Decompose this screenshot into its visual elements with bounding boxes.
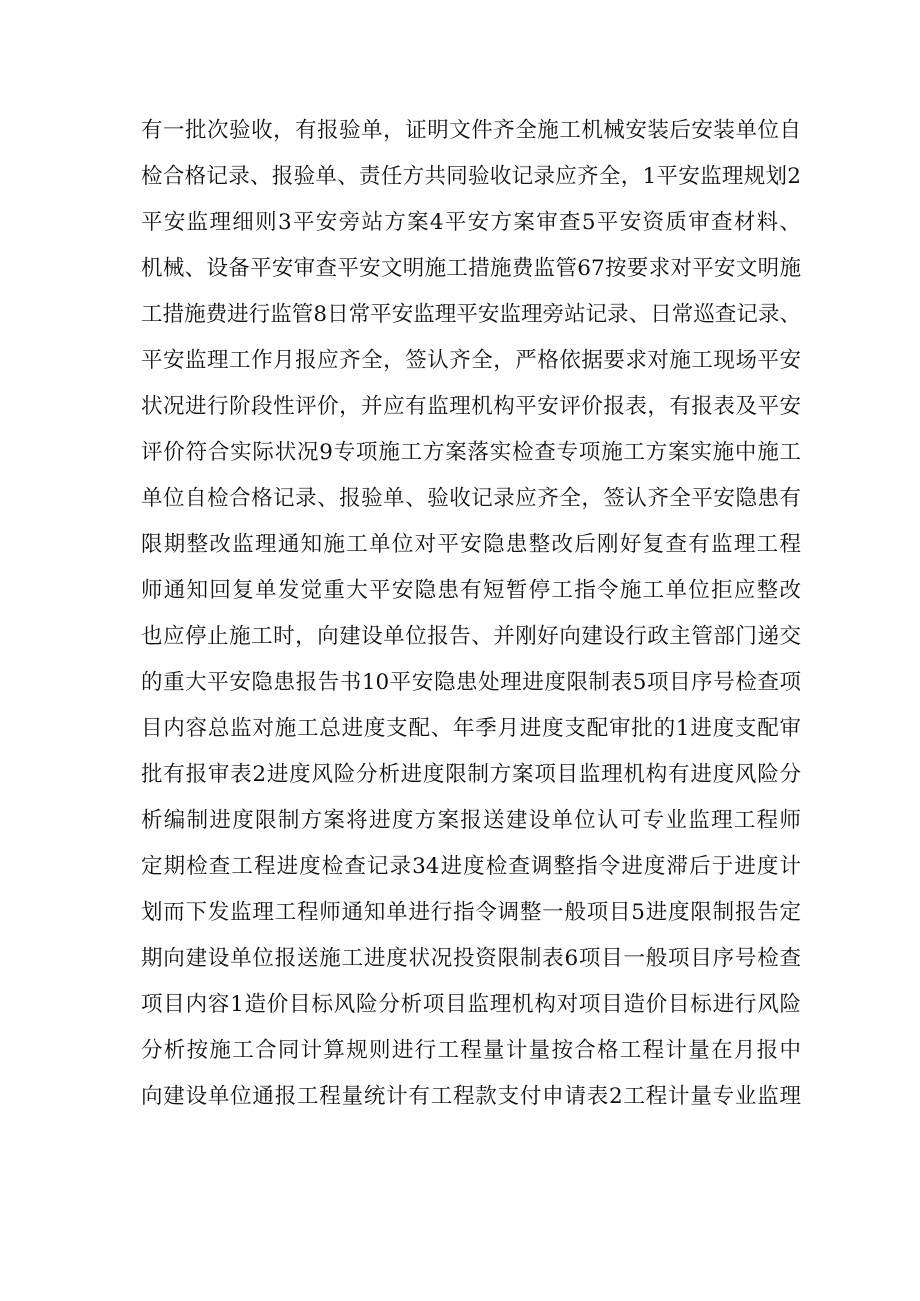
text-line: 项目内容1造价目标风险分析项目监理机构对项目造价目标进行风险 bbox=[141, 992, 801, 1017]
text-line: 师通知回复单发觉重大平安隐患有短暂停工指令施工单位拒应整改 bbox=[141, 578, 801, 603]
text-line: 机械、设备平安审查平安文明施工措施费监管67按要求对平安文明施 bbox=[141, 256, 801, 281]
text-line: 平安监理细则3平安旁站方案4平安方案审查5平安资质审查材料、 bbox=[141, 210, 801, 235]
text-line: 批有报审表2进度风险分析进度限制方案项目监理机构有进度风险分 bbox=[141, 762, 801, 787]
text-line: 向建设单位通报工程量统计有工程款支付申请表2工程计量专业监理 bbox=[141, 1084, 801, 1109]
body-text bbox=[141, 108, 801, 1120]
text-line: 分析按施工合同计算规则进行工程量计量按合格工程计量在月报中 bbox=[141, 1038, 801, 1063]
text-line: 单位自检合格记录、报验单、验收记录应齐全，签认齐全平安隐患有 bbox=[141, 486, 801, 511]
text-line: 评价符合实际状况9专项施工方案落实检查专项施工方案实施中施工 bbox=[141, 440, 801, 465]
text-line: 也应停止施工时，向建设单位报告、并刚好向建设行政主管部门递交 bbox=[141, 624, 801, 649]
text-line: 期向建设单位报送施工进度状况投资限制表6项目一般项目序号检查 bbox=[141, 946, 801, 971]
text-line: 划而下发监理工程师通知单进行指令调整一般项目5进度限制报告定 bbox=[141, 900, 801, 925]
text-line: 有一批次验收，有报验单，证明文件齐全施工机械安装后安装单位自 bbox=[141, 118, 801, 143]
text-line: 目内容总监对施工总进度支配、年季月进度支配审批的1进度支配审 bbox=[141, 716, 801, 741]
text-line: 析编制进度限制方案将进度方案报送建设单位认可专业监理工程师 bbox=[141, 808, 801, 833]
text-line: 检合格记录、报验单、责任方共同验收记录应齐全，1平安监理规划2 bbox=[141, 164, 801, 189]
text-line: 定期检查工程进度检查记录34进度检查调整指令进度滞后于进度计 bbox=[141, 854, 801, 879]
text-line: 工措施费进行监管8日常平安监理平安监理旁站记录、日常巡查记录、 bbox=[141, 302, 801, 327]
text-line: 平安监理工作月报应齐全，签认齐全，严格依据要求对施工现场平安 bbox=[141, 348, 801, 373]
text-line: 限期整改监理通知施工单位对平安隐患整改后刚好复查有监理工程 bbox=[141, 532, 801, 557]
text-line: 状况进行阶段性评价，并应有监理机构平安评价报表，有报表及平安 bbox=[141, 394, 801, 419]
text-line: 的重大平安隐患报告书10平安隐患处理进度限制表5项目序号检查项 bbox=[141, 670, 801, 695]
